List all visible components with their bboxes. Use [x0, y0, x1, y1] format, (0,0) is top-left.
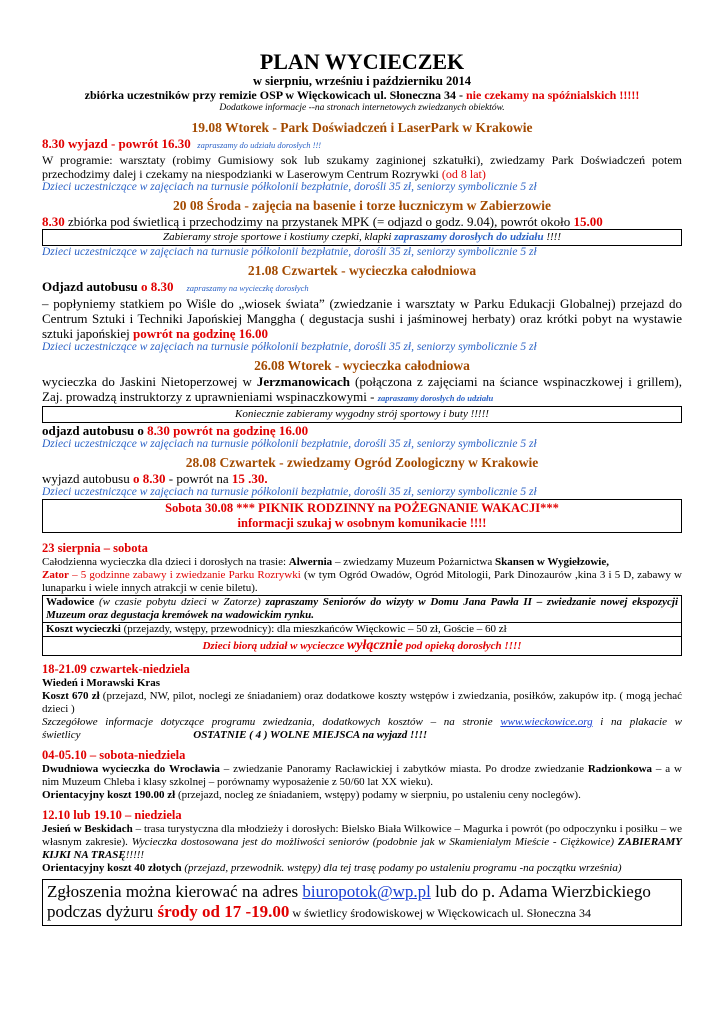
trip2-bring: Zabieramy stroje sportowe i kostiumy czepki, klapki	[162, 231, 395, 243]
s4-heading: 12.10 lub 19.10 – niedziela	[42, 808, 182, 822]
trip2-time-end: 15.00	[573, 214, 603, 229]
s4-place: Jesień w Beskidach	[42, 823, 133, 835]
trip2-price: Dzieci uczestniczące w zajęciach na turnusie półkolonii bezpłatnie, dorośli 35 zł, seniorzy symbolicznie 5 zł	[42, 246, 537, 258]
trip3-bus-time: o 8.30	[140, 279, 174, 294]
s1-zator: Zator	[42, 569, 69, 581]
trip1-program-text: W programie: warsztaty (robimy Gumisiowy sok lub szukamy zaginionej szkatułki), zwiedzamy Park Doświadczeń potem przechodzimy dalej i czekamy na niespodzianki w Laserowym Centrum Rozrywki	[42, 153, 682, 181]
trip5-heading: 28.08 Czwartek - zwiedzamy Ogród Zoologiczny w Krakowie	[185, 455, 539, 470]
s4-poles-end: !!!!!	[125, 849, 145, 861]
trip2-bring-end: !!!!	[543, 231, 562, 243]
trip4-place: Jerzmanowicach	[256, 374, 351, 389]
footer-email-link[interactable]: biuropotok@wp.pl	[302, 882, 431, 901]
s3-program	[42, 763, 682, 789]
trip4-text2: (połączona z zajęciami na ściance wspinaczkowej i grillem), Zaj. prowadzą instruktorzy z uprawnieniami wspinaczkowymi -	[42, 374, 682, 404]
s4-cost-text: (przejazd, przewodnik. wstępy) dla tej trasę podamy po ustaleniu programu -na początku września)	[181, 862, 622, 874]
meeting-warning: nie czekamy na spóźnialskich !!!!!	[465, 88, 640, 102]
trip2-schedule	[42, 214, 682, 229]
trip2-heading: 20 08 Środa - zajęcia na basenie i torze łuczniczym w Zabierzowie	[172, 198, 552, 213]
footer-text2: lub do p. Adama Wierzbickiego podczas dyżuru	[47, 882, 651, 921]
s1-children-c: pod opieką dorosłych !!!!	[402, 640, 522, 652]
s4-cost-label: Orientacyjny koszt 40 złotych	[42, 862, 182, 874]
trip4-price: Dzieci uczestniczące w zajęciach na turnusie półkolonii bezpłatnie, dorośli 35 zł, seniorzy symbolicznie 5 zł	[42, 438, 537, 450]
s3-radzionkow: Radzionkowa	[587, 763, 653, 775]
s1-text2: – zwiedzamy Muzeum Pożarnictwa	[332, 556, 495, 568]
s1-zator-text: – 5 godzinne zabawy i zwiedzanie Parku Rozrywki	[68, 569, 301, 581]
trip1-departure	[42, 136, 682, 153]
s4-cost	[42, 862, 682, 875]
trip4-shoes: Koniecznie zabieramy wygodny strój sportowy i buty !!!!!	[235, 408, 489, 420]
trip3-invite: zapraszamy na wycieczkę dorosłych	[186, 283, 309, 293]
trip5-text2: - powrót na	[165, 471, 232, 486]
trip1-program	[42, 153, 682, 181]
meeting-point	[42, 88, 682, 102]
trip5-time1: o 8.30	[132, 471, 166, 486]
s2-heading: 18-21.09 czwartek-niedziela	[42, 662, 190, 676]
s1-text1: Całodzienna wycieczka dla dzieci i dorosłych na trasie:	[42, 556, 289, 568]
trip3-program-text: – popłyniemy statkiem po Wiśle do „wiosek świata” (zwiedzanie i warsztaty w Parku Edukacji Globalnej) przejazd do Centrum Sztuki i Techniki Japońskiej Manggha ( degustacja sushi i jaśminowej herbaty) oraz krótki pobyt na wystawie sztuki japońskiej	[42, 296, 682, 341]
s3-heading: 04-05.10 – sobota-niedziela	[42, 748, 186, 762]
page-subtitle: w sierpniu, wrześniu i październiku 2014	[252, 74, 472, 88]
s4-program	[42, 823, 682, 862]
trip3-heading: 21.08 Czwartek - wycieczka całodniowa	[247, 263, 477, 278]
s3-text1: – zwiedzanie Panoramy Racławickiej i zabytków miasta. Po drodze zwiedzanie	[219, 763, 588, 775]
trip1-age: (od 8 lat)	[441, 167, 486, 181]
trip5-time2: 15 .30.	[231, 471, 268, 486]
s2-cost-text: (przejazd, NW, pilot, noclegi ze śniadaniem) oraz dodatkowe koszty wstępów i zwiedzania, posiłków, zakupów itp. ( mogą jechać dzieci )	[42, 690, 682, 715]
s3-cost-label: Orientacyjny koszt 190.00 zł	[42, 789, 176, 801]
trip4-heading: 26.08 Wtorek - wycieczka całodniowa	[254, 358, 470, 373]
picnic-title: Sobota 30.08 *** PIKNIK RODZINNY na POŻEGNANIE WAKACJI***	[165, 501, 559, 515]
s4-poles: ZABIERAMY KIJKI NA TRASĘ	[42, 836, 682, 861]
s4-note: Wycieczka dostosowana jest do możliwości seniorów (podobnie jak w Skamienialym Mieście - Ciężkowice)	[131, 836, 618, 848]
s1-cost-label: Koszt wycieczki	[46, 623, 121, 635]
s2-details-a: Szczegółowe informacje dotyczące programu zwiedzania, dodatkowych kosztów – na stronie	[42, 716, 501, 728]
trip2-text: zbiórka pod świetlicą i przechodzimy na przystanek MPK (= odjazd o godz. 9.04), powrót około	[64, 214, 574, 229]
trip4-bus-time: 8.30 powrót na godzinę 16.00	[147, 423, 309, 438]
s1-children-b: wyłącznie	[346, 638, 403, 653]
trip4-program	[42, 374, 682, 406]
s1-wadowice-box	[42, 595, 682, 623]
trip3-program	[42, 296, 682, 341]
s1-wadowice-note: (w czasie pobytu dzieci w Zatorze)	[94, 596, 266, 608]
s2-details	[42, 716, 682, 742]
trip2-invite: zapraszamy dorosłych do udziału	[394, 231, 544, 243]
s2-last-places: OSTATNIE ( 4 ) WOLNE MIEJSCA na wyjazd !!!!	[193, 729, 428, 741]
picnic-info: informacji szukaj w osobnym komunikacie !!!!	[237, 516, 487, 530]
trip3-bus-label: Odjazd autobusu	[42, 279, 141, 294]
s1-children-a: Dzieci biorą udział w wycieczce	[202, 640, 347, 652]
trip4-bus	[42, 423, 682, 438]
footer-text1: Zgłoszenia można kierować na adres	[47, 882, 303, 901]
s2-cost-label: Koszt 670 zł	[42, 690, 100, 702]
trip1-invite: zapraszamy do udziału dorosłych !!!	[197, 140, 322, 150]
trip3-bus	[42, 279, 682, 296]
s1-wadowice: Wadowice	[46, 596, 95, 608]
trip4-text1: wycieczka do Jaskini Nietoperzowej w	[42, 374, 257, 389]
trip1-time: 8.30 wyjazd - powrót 16.30	[42, 136, 191, 151]
trip5-price: Dzieci uczestniczące w zajęciach na turnusie półkolonii bezpłatnie, dorośli 35 zł, seniorzy symbolicznie 5 zł	[42, 486, 537, 498]
page-title: PLAN WYCIECZEK	[259, 49, 465, 74]
trip2-time-start: 8.30	[42, 214, 65, 229]
s1-heading: 23 sierpnia – sobota	[42, 541, 148, 555]
s1-text3: (w tym Ogród Owadów, Ogród Mitologii, Park Dinozaurów ,kina 3 i 5 D, zabawy w lunaparku i wiele innych atrakcji w cenie biletu).	[42, 569, 682, 594]
trip1-price: Dzieci uczestniczące w zajęciach na turnusie półkolonii bezpłatnie, dorośli 35 zł, seniorzy symbolicznie 5 zł	[42, 181, 537, 193]
trip3-return: powrót na godzinę 16.00	[133, 326, 269, 341]
s3-cost-text: (przejazd, nocleg ze śniadaniem, wstępy) podamy w sierpniu, po ustaleniu ceny noclegów).	[175, 789, 581, 801]
meeting-text: zbiórka uczestników przy remizie OSP w Więckowicach ul. Słoneczna 34 -	[84, 88, 466, 102]
additional-info: Dodatkowe informacje --na stronach internetowych zwiedzanych obiektów.	[219, 103, 505, 113]
trip1-heading: 19.08 Wtorek - Park Doświadczeń i LaserPark w Krakowie	[191, 120, 533, 135]
footer-when: środy od 17 -19.00	[157, 902, 290, 921]
trip5-text1: wyjazd autobusu	[42, 471, 133, 486]
s3-place: Dwudniowa wycieczka do Wrocławia	[42, 763, 220, 775]
footer-text3: w świetlicy środowiskowej w Więckowicach ul. Słoneczna 34	[289, 906, 591, 920]
s1-skansen: Skansen w Wygiełzowie,	[495, 556, 609, 568]
trip2-bring-box	[42, 229, 682, 246]
s1-children-box	[42, 637, 682, 656]
s2-cost	[42, 690, 682, 716]
s2-website-link[interactable]: www.wieckowice.org	[500, 716, 593, 728]
s3-text2: – a w nim Muzeum Chleba i klasy szkolnej – porównamy wyposażenie z 50/60 lat XX wieku).	[42, 763, 682, 788]
s1-alwernia: Alwernia	[288, 556, 333, 568]
trip4-shoes-box	[42, 406, 682, 423]
s2-place: Wiedeń i Morawski Kras	[42, 677, 161, 689]
trip3-price: Dzieci uczestniczące w zajęciach na turnusie półkolonii bezpłatnie, dorośli 35 zł, seniorzy symbolicznie 5 zł	[42, 341, 537, 353]
s3-cost	[42, 789, 682, 802]
s4-text1: – trasa turystyczna dla młodzieży i dorosłych: Bielsko Biała Wilkowice – Magurka i powrót (po odpoczynku i posiłku – we własnym zakresie).	[42, 823, 682, 848]
registration-box	[42, 879, 682, 926]
trip4-invite: zapraszamy dorosłych do udziału	[377, 393, 494, 403]
s1-wadowice-text: zapraszamy Seniorów do wizyty w Domu Jana Pawła II – zwiedzanie nowej ekspozycji Muzeum oraz degustacja kremówek na wadowickim rynku.	[46, 596, 678, 621]
s1-route	[42, 556, 682, 595]
picnic-box	[42, 499, 682, 533]
trip5-schedule	[42, 471, 682, 486]
s2-details-b: i na plakacie w świetlicy	[42, 716, 682, 741]
s1-cost-text: (przejazdy, wstępy, przewodnicy): dla mieszkańców Więckowic – 50 zł, Goście – 60 zł	[120, 623, 507, 635]
trip4-bus-label: odjazd autobusu o	[42, 423, 148, 438]
s1-cost-box	[42, 623, 682, 637]
